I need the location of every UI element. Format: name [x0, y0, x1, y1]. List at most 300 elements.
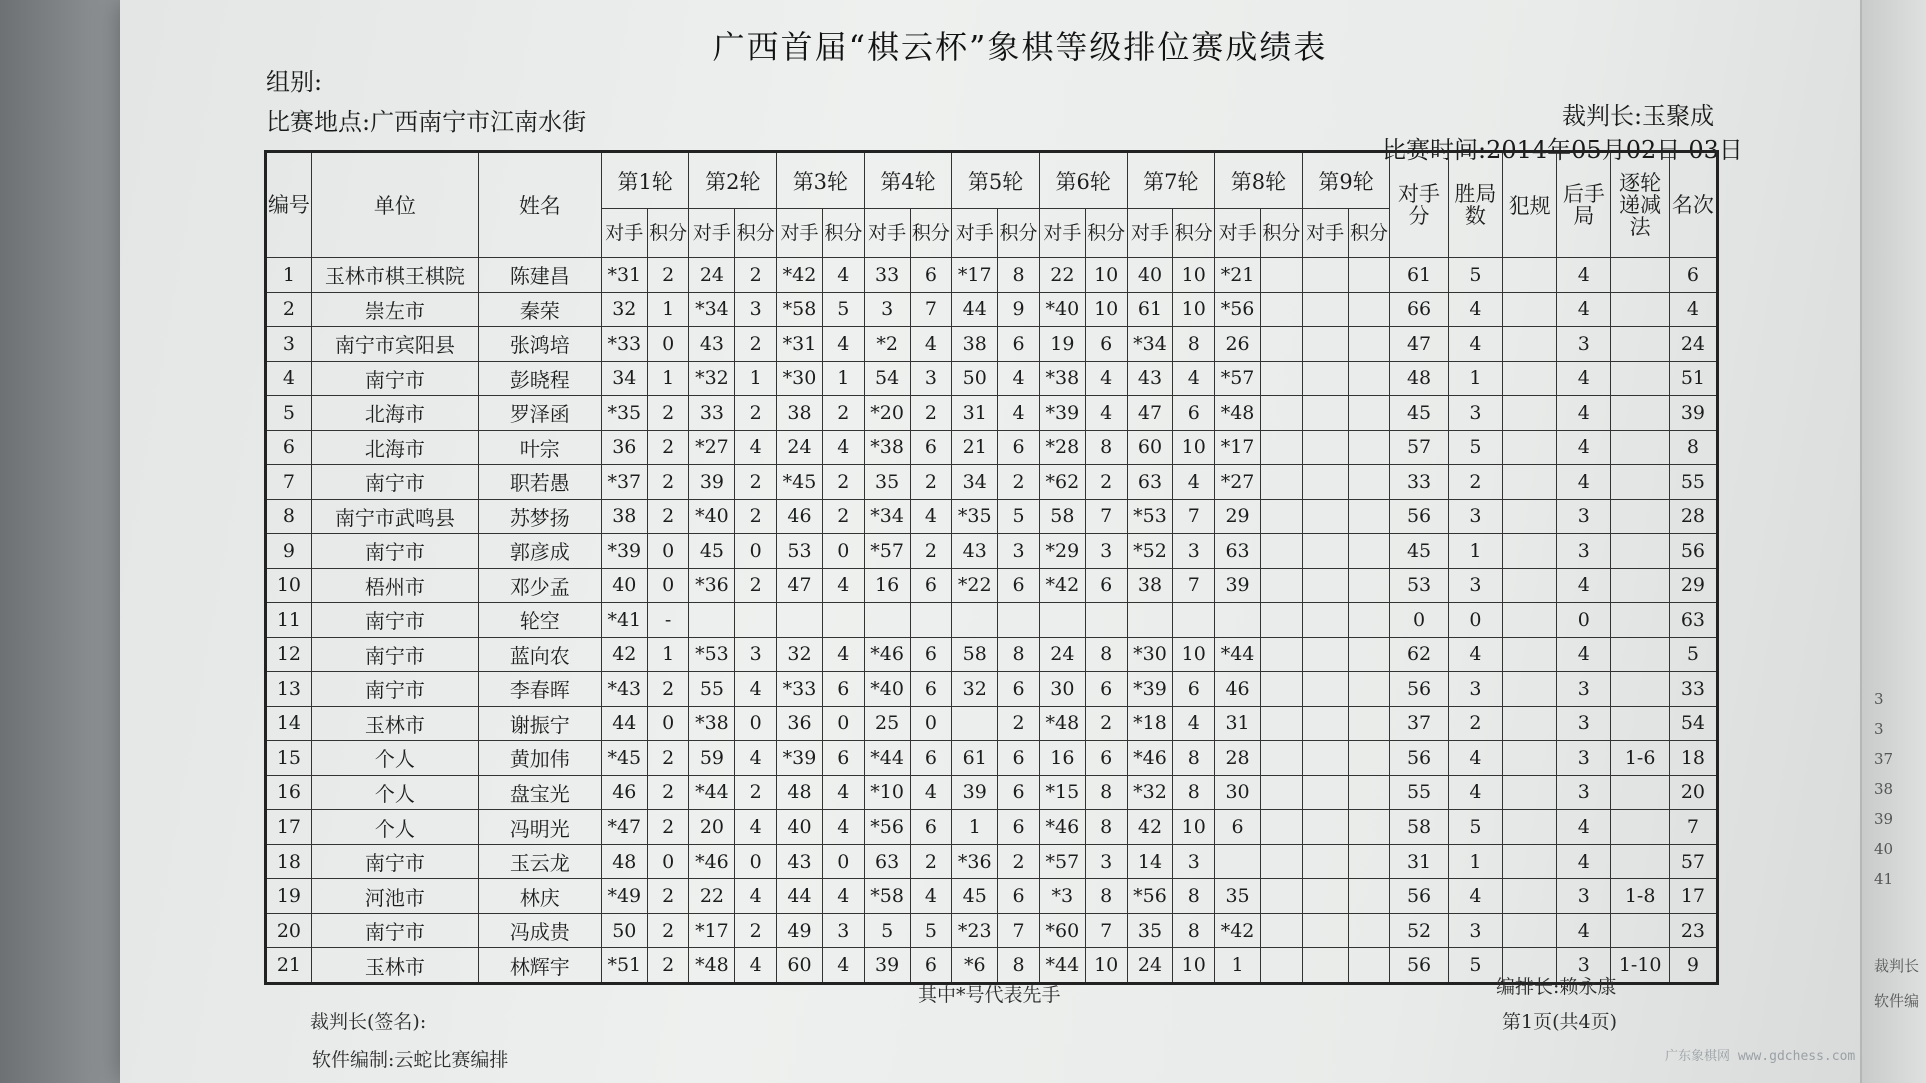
cell-opponent: *56 [1127, 879, 1173, 914]
cell-opponent [777, 603, 823, 638]
cell-progressive [1611, 327, 1669, 362]
cell-points [1261, 706, 1303, 741]
cell-rank: 29 [1669, 568, 1717, 603]
cell-opponent: 54 [864, 361, 910, 396]
cell-opponent [1302, 258, 1348, 293]
cell-points: 2 [735, 499, 777, 534]
cell-points: 6 [822, 672, 864, 707]
cell-no: 16 [266, 775, 312, 810]
cell-fouls [1502, 534, 1556, 569]
cell-points [910, 603, 952, 638]
cell-second-hand: 3 [1557, 327, 1611, 362]
cell-points: 4 [1173, 465, 1215, 500]
cell-rank: 63 [1669, 603, 1717, 638]
cell-unit: 南宁市 [311, 603, 478, 638]
cell-progressive [1611, 361, 1669, 396]
col-header-opponent: 对手 [1039, 209, 1085, 258]
cell-wins: 0 [1448, 603, 1502, 638]
cell-wins: 5 [1448, 430, 1502, 465]
cell-no: 4 [266, 361, 312, 396]
cell-points: 4 [822, 810, 864, 845]
cell-no: 17 [266, 810, 312, 845]
cell-points: 2 [735, 913, 777, 948]
cell-points: 6 [910, 948, 952, 984]
cell-points [1348, 568, 1390, 603]
cell-opponent [1302, 499, 1348, 534]
cell-points: 6 [1173, 672, 1215, 707]
cell-points: - [647, 603, 689, 638]
chief-referee-text: 裁判长:玉聚成 [1562, 102, 1715, 130]
cell-no: 9 [266, 534, 312, 569]
cell-opponent: 50 [952, 361, 998, 396]
cell-wins: 3 [1448, 499, 1502, 534]
cell-no: 15 [266, 741, 312, 776]
cell-points: 3 [822, 913, 864, 948]
cell-points [1261, 879, 1303, 914]
cell-points: 1 [647, 361, 689, 396]
cell-opponent: *28 [1039, 430, 1085, 465]
cell-points [1173, 603, 1215, 638]
cell-opponent: *37 [601, 465, 647, 500]
cell-unit: 南宁市 [311, 844, 478, 879]
table-row [266, 913, 1718, 948]
cell-opponent: *31 [601, 258, 647, 293]
cell-opponent: 6 [1215, 810, 1261, 845]
cell-points: 4 [735, 810, 777, 845]
cell-unit: 南宁市宾阳县 [311, 327, 478, 362]
footer-note: 其中*号代表先手 [918, 984, 1061, 1006]
cell-points: 6 [998, 568, 1040, 603]
cell-no: 2 [266, 292, 312, 327]
cell-progressive [1611, 913, 1669, 948]
cell-unit: 南宁市 [311, 361, 478, 396]
cell-opponent: 32 [777, 637, 823, 672]
cell-points [1348, 361, 1390, 396]
round-header: 第7轮 [1127, 152, 1215, 209]
table-row [266, 844, 1718, 879]
cell-points [1085, 603, 1127, 638]
cell-wins: 3 [1448, 672, 1502, 707]
cell-points [1261, 844, 1303, 879]
cell-points [1348, 741, 1390, 776]
cell-fouls [1502, 879, 1556, 914]
cell-opponent: 44 [777, 879, 823, 914]
cell-name: 冯明光 [478, 810, 601, 845]
cell-points: 10 [1173, 292, 1215, 327]
col-header-no: 编号 [266, 152, 312, 258]
col-header-points: 积分 [998, 209, 1040, 258]
cell-opponent [1302, 948, 1348, 984]
cell-opponent [1127, 603, 1173, 638]
cell-opponent: 39 [952, 775, 998, 810]
round-header: 第4轮 [864, 152, 952, 209]
cell-points: 0 [647, 327, 689, 362]
adjacent-rank: 3 [1874, 690, 1884, 708]
cell-opponent [1302, 844, 1348, 879]
cell-name: 苏梦扬 [478, 499, 601, 534]
cell-progressive [1611, 672, 1669, 707]
cell-points [1348, 258, 1390, 293]
table-row [266, 465, 1718, 500]
cell-opponent: *39 [601, 534, 647, 569]
cell-points [998, 603, 1040, 638]
table-row [266, 741, 1718, 776]
cell-rank: 57 [1669, 844, 1717, 879]
cell-opponent: *53 [1127, 499, 1173, 534]
cell-points: 10 [1173, 948, 1215, 984]
cell-opponent: *17 [952, 258, 998, 293]
cell-points: 2 [647, 775, 689, 810]
cell-rank: 28 [1669, 499, 1717, 534]
cell-fouls [1502, 844, 1556, 879]
col-header-rank: 名次 [1669, 152, 1717, 258]
round-header: 第6轮 [1039, 152, 1127, 209]
cell-points [1261, 741, 1303, 776]
cell-second-hand: 4 [1557, 396, 1611, 431]
cell-opp-score: 48 [1390, 361, 1448, 396]
cell-unit: 个人 [311, 741, 478, 776]
cell-points [1261, 913, 1303, 948]
cell-points: 2 [1085, 706, 1127, 741]
cell-second-hand: 4 [1557, 844, 1611, 879]
cell-points: 4 [822, 258, 864, 293]
cell-points [735, 603, 777, 638]
cell-unit: 个人 [311, 775, 478, 810]
cell-opponent: *44 [1039, 948, 1085, 984]
cell-opponent: 47 [777, 568, 823, 603]
cell-points: 2 [910, 844, 952, 879]
cell-points: 3 [1173, 844, 1215, 879]
cell-points: 4 [998, 361, 1040, 396]
cell-points: 2 [647, 258, 689, 293]
cell-opponent: 45 [952, 879, 998, 914]
cell-second-hand: 3 [1557, 499, 1611, 534]
col-header-opponent: 对手 [864, 209, 910, 258]
cell-no: 1 [266, 258, 312, 293]
cell-rank: 20 [1669, 775, 1717, 810]
cell-opp-score: 58 [1390, 810, 1448, 845]
cell-points: 6 [910, 568, 952, 603]
cell-rank: 4 [1669, 292, 1717, 327]
cell-points: 2 [998, 465, 1040, 500]
cell-rank: 23 [1669, 913, 1717, 948]
cell-wins: 2 [1448, 465, 1502, 500]
cell-points: 3 [1085, 844, 1127, 879]
cell-points: 4 [910, 499, 952, 534]
cell-opponent: *58 [777, 292, 823, 327]
cell-opponent: 5 [864, 913, 910, 948]
cell-opponent: *46 [1039, 810, 1085, 845]
cell-points [1261, 430, 1303, 465]
cell-points: 2 [647, 879, 689, 914]
footer-compiler: 编排长:赖永康 [1496, 976, 1617, 998]
cell-opponent: 47 [1127, 396, 1173, 431]
cell-fouls [1502, 568, 1556, 603]
cell-points: 5 [910, 913, 952, 948]
cell-unit: 南宁市 [311, 672, 478, 707]
cell-points: 6 [998, 672, 1040, 707]
cell-opponent: 63 [1127, 465, 1173, 500]
cell-opponent: *49 [601, 879, 647, 914]
col-header-opponent: 对手 [1127, 209, 1173, 258]
cell-opponent: *42 [777, 258, 823, 293]
cell-opponent: *29 [1039, 534, 1085, 569]
cell-no: 20 [266, 913, 312, 948]
cell-opponent: *36 [952, 844, 998, 879]
cell-name: 林庆 [478, 879, 601, 914]
cell-opponent: *45 [601, 741, 647, 776]
cell-opponent: *38 [689, 706, 735, 741]
cell-opponent: *44 [864, 741, 910, 776]
cell-wins: 4 [1448, 879, 1502, 914]
cell-opponent: *42 [1039, 568, 1085, 603]
cell-points: 6 [1085, 741, 1127, 776]
cell-points: 6 [910, 637, 952, 672]
cell-opponent: 28 [1215, 741, 1261, 776]
cell-points: 8 [998, 948, 1040, 984]
cell-points: 10 [1173, 430, 1215, 465]
cell-opponent: 44 [952, 292, 998, 327]
cell-second-hand: 3 [1557, 948, 1611, 984]
cell-points: 4 [822, 879, 864, 914]
cell-opponent: *34 [1127, 327, 1173, 362]
cell-points: 2 [647, 672, 689, 707]
cell-points: 7 [1173, 568, 1215, 603]
cell-opponent [1302, 775, 1348, 810]
cell-opponent: *35 [952, 499, 998, 534]
cell-opponent: *56 [1215, 292, 1261, 327]
cell-points [1348, 327, 1390, 362]
cell-points: 4 [910, 879, 952, 914]
cell-opponent: 58 [952, 637, 998, 672]
cell-opponent: 46 [777, 499, 823, 534]
cell-points: 6 [998, 810, 1040, 845]
cell-no: 19 [266, 879, 312, 914]
col-header-name: 姓名 [478, 152, 601, 258]
cell-opponent [1302, 534, 1348, 569]
cell-points: 2 [910, 465, 952, 500]
cell-opponent: *39 [1127, 672, 1173, 707]
cell-opponent: 38 [601, 499, 647, 534]
cell-fouls [1502, 499, 1556, 534]
cell-name: 黄加伟 [478, 741, 601, 776]
cell-points: 0 [735, 844, 777, 879]
cell-points: 7 [1173, 499, 1215, 534]
adjacent-sheet [1860, 0, 1926, 1083]
cell-points [1348, 292, 1390, 327]
cell-wins: 4 [1448, 637, 1502, 672]
cell-points: 3 [1085, 534, 1127, 569]
cell-opponent: 43 [1127, 361, 1173, 396]
cell-no: 13 [266, 672, 312, 707]
cell-name: 秦荣 [478, 292, 601, 327]
cell-opponent: 63 [864, 844, 910, 879]
cell-points: 2 [647, 465, 689, 500]
cell-opp-score: 66 [1390, 292, 1448, 327]
adjacent-rank: 40 [1874, 840, 1894, 858]
footer-page: 第1页(共4页) [1502, 1011, 1618, 1033]
cell-opponent: 53 [777, 534, 823, 569]
table-row [266, 361, 1718, 396]
cell-no: 7 [266, 465, 312, 500]
cell-unit: 个人 [311, 810, 478, 845]
cell-unit: 河池市 [311, 879, 478, 914]
table-row [266, 258, 1718, 293]
cell-opponent: *30 [777, 361, 823, 396]
cell-progressive: 1-10 [1611, 948, 1669, 984]
cell-points: 0 [647, 706, 689, 741]
cell-opponent [1302, 292, 1348, 327]
cell-opponent: 63 [1215, 534, 1261, 569]
round-header: 第3轮 [777, 152, 865, 209]
cell-progressive [1611, 258, 1669, 293]
cell-opponent: 60 [1127, 430, 1173, 465]
cell-points: 0 [910, 706, 952, 741]
cell-opponent: 50 [601, 913, 647, 948]
cell-points: 6 [1173, 396, 1215, 431]
cell-points: 8 [1173, 913, 1215, 948]
cell-opponent: 29 [1215, 499, 1261, 534]
cell-progressive [1611, 844, 1669, 879]
cell-points: 4 [910, 327, 952, 362]
cell-opponent: *45 [777, 465, 823, 500]
cell-points: 0 [735, 706, 777, 741]
cell-opponent: *27 [1215, 465, 1261, 500]
cell-fouls [1502, 741, 1556, 776]
cell-no: 10 [266, 568, 312, 603]
cell-progressive [1611, 603, 1669, 638]
cell-second-hand: 0 [1557, 603, 1611, 638]
cell-opponent: 59 [689, 741, 735, 776]
cell-points: 6 [1085, 568, 1127, 603]
cell-points: 2 [735, 258, 777, 293]
cell-points: 2 [822, 396, 864, 431]
adjacent-rank: 41 [1874, 870, 1894, 888]
table-row [266, 706, 1718, 741]
cell-no: 11 [266, 603, 312, 638]
cell-opponent [1302, 396, 1348, 431]
col-header-opponent: 对手 [777, 209, 823, 258]
cell-no: 8 [266, 499, 312, 534]
cell-points: 2 [647, 810, 689, 845]
cell-opponent: 43 [777, 844, 823, 879]
cell-points: 6 [910, 258, 952, 293]
cell-points [1261, 568, 1303, 603]
col-header-points: 积分 [1348, 209, 1390, 258]
cell-points [1261, 534, 1303, 569]
cell-opponent: *30 [1127, 637, 1173, 672]
cell-second-hand: 3 [1557, 534, 1611, 569]
cell-points [1348, 706, 1390, 741]
cell-name: 职若愚 [478, 465, 601, 500]
cell-points: 4 [735, 948, 777, 984]
cell-fouls [1502, 775, 1556, 810]
cell-opponent: *22 [952, 568, 998, 603]
cell-opponent: *52 [1127, 534, 1173, 569]
cell-progressive [1611, 810, 1669, 845]
col-header-points: 积分 [910, 209, 952, 258]
cell-points [1348, 637, 1390, 672]
cell-opp-score: 55 [1390, 775, 1448, 810]
cell-opponent: *38 [864, 430, 910, 465]
table-row [266, 499, 1718, 534]
cell-points: 3 [998, 534, 1040, 569]
cell-opponent: 42 [601, 637, 647, 672]
cell-points: 4 [1173, 361, 1215, 396]
round-header: 第2轮 [689, 152, 777, 209]
cell-opponent: *40 [1039, 292, 1085, 327]
cell-opponent: 34 [952, 465, 998, 500]
cell-points [1348, 396, 1390, 431]
cell-opponent: *41 [601, 603, 647, 638]
cell-opponent: 58 [1039, 499, 1085, 534]
cell-opponent: *34 [689, 292, 735, 327]
cell-points [1261, 775, 1303, 810]
cell-opponent: *39 [777, 741, 823, 776]
cell-second-hand: 3 [1557, 879, 1611, 914]
cell-points: 8 [998, 637, 1040, 672]
cell-points [1348, 879, 1390, 914]
cell-points: 2 [735, 396, 777, 431]
cell-rank: 56 [1669, 534, 1717, 569]
col-header-wins: 胜局数 [1448, 152, 1502, 258]
cell-opponent: *18 [1127, 706, 1173, 741]
cell-opponent: 42 [1127, 810, 1173, 845]
cell-opponent: 32 [601, 292, 647, 327]
cell-opponent: 45 [689, 534, 735, 569]
cell-opponent: 31 [952, 396, 998, 431]
cell-points: 2 [998, 706, 1040, 741]
cell-opponent: *48 [689, 948, 735, 984]
col-header-second-hand: 后手局 [1557, 152, 1611, 258]
cell-wins: 5 [1448, 948, 1502, 984]
cell-points: 6 [910, 430, 952, 465]
cell-unit: 玉林市 [311, 706, 478, 741]
cell-points: 8 [1085, 637, 1127, 672]
cell-points: 0 [822, 706, 864, 741]
footer-software: 软件编制:云蛇比赛编排 [312, 1049, 509, 1071]
cell-points: 2 [735, 465, 777, 500]
cell-opponent: *60 [1039, 913, 1085, 948]
cell-unit: 北海市 [311, 430, 478, 465]
cell-points: 6 [910, 810, 952, 845]
cell-points: 10 [1085, 948, 1127, 984]
cell-opponent: 39 [1215, 568, 1261, 603]
col-header-points: 积分 [1085, 209, 1127, 258]
cell-points: 2 [647, 499, 689, 534]
cell-points [1348, 465, 1390, 500]
cell-points [1348, 844, 1390, 879]
cell-wins: 5 [1448, 258, 1502, 293]
cell-points: 2 [647, 741, 689, 776]
cell-rank: 54 [1669, 706, 1717, 741]
col-header-points: 积分 [735, 209, 777, 258]
cell-opponent: 33 [689, 396, 735, 431]
cell-wins: 4 [1448, 327, 1502, 362]
cell-unit: 南宁市 [311, 465, 478, 500]
cell-points: 8 [998, 258, 1040, 293]
table-body [266, 258, 1718, 984]
cell-unit: 玉林市 [311, 948, 478, 984]
cell-points [1348, 534, 1390, 569]
cell-fouls [1502, 672, 1556, 707]
cell-opp-score: 56 [1390, 879, 1448, 914]
group-label: 组别: [266, 68, 323, 96]
cell-second-hand: 3 [1557, 741, 1611, 776]
cell-unit: 南宁市 [311, 913, 478, 948]
cell-opp-score: 33 [1390, 465, 1448, 500]
cell-opp-score: 57 [1390, 430, 1448, 465]
